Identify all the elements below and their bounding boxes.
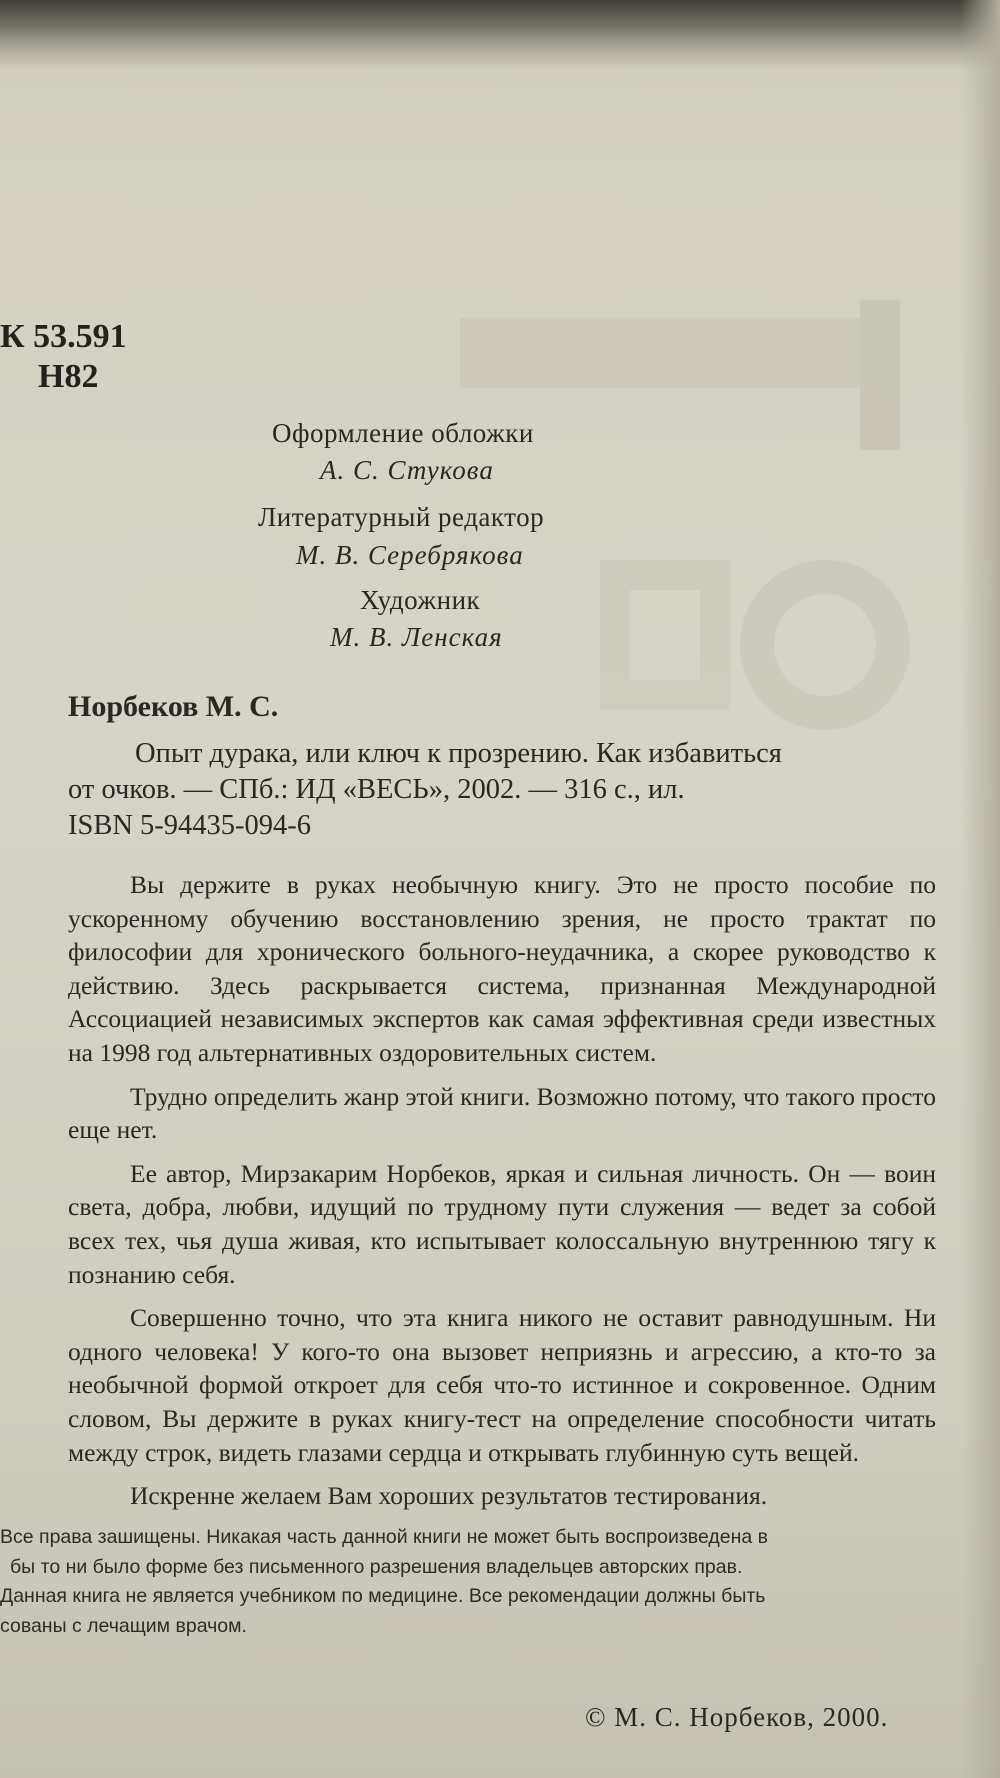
bleed-through-shape (460, 318, 860, 388)
rights-line: сованы с лечащим врачом. (0, 1614, 247, 1637)
annotation-paragraph: Вы держите в руках необычную книгу. Это не просто пособие по ускоренному обучению восстановлению зрения, не просто трактат по философии для хронического больного-неудачника, а скорее руководство к действию. Здесь раскрывается система, признанная Международной Ассоциацией независимых экспертов как самая эффективная среди известных на 1998 год альтернативных оздоровительных систем. (68, 870, 936, 1067)
rights-line: Данная книга не является учебником по медицине. Все рекомендации должны быть (0, 1585, 766, 1607)
annotation-paragraph: Трудно определить жанр этой книги. Возможно потому, что такого просто еще нет. (68, 1081, 936, 1145)
bleed-through-shape (740, 560, 910, 730)
bleed-through-shape (860, 300, 900, 450)
credit-role-cover: Оформление обложки (272, 418, 534, 448)
credit-name-editor: М. В. Серебрякова (296, 540, 524, 570)
copyright-line: © М. С. Норбеков, 2000. (585, 1702, 889, 1732)
page-top-shadow (0, 0, 1000, 70)
page-right-edge (960, 0, 1000, 1778)
credit-role-editor: Литературный редактор (258, 502, 545, 532)
annotation-paragraph: Совершенно точно, что эта книга никого не оставит равнодушным. Ни одного человека! У кого-то она вызовет неприязнь и агрессию, а кто-то за необычной формой откроет для себя что-то истинное и сокровенное. Одним словом, Вы держите в руках книгу-тест на определение способности читать между строк, видеть глазами сердца и открывать глубинную суть вещей. (68, 1303, 936, 1467)
author-mark: Н82 (38, 358, 99, 395)
classification-code: К 53.591 (0, 318, 127, 355)
rights-line: бы то ни было форме без письменного разрешения владельцев авторских прав. (10, 1555, 743, 1578)
annotation-paragraph: Искренне желаем Вам хороших результатов тестирования. (130, 1481, 768, 1511)
annotation (68, 868, 936, 1523)
author-heading: Норбеков М. С. (68, 690, 279, 723)
annotation-paragraph: Ее автор, Мирзакарим Норбеков, яркая и сильная личность. Он — воин света, добра, любви, идущий по трудному пути служения — ведет за собой всех тех, чья душа живая, кто испытывает колоссальную внутреннюю тягу к познанию себя. (68, 1158, 936, 1289)
credit-name-artist: М. В. Ленская (330, 622, 503, 652)
credit-name-cover: А. С. Стукова (320, 455, 494, 485)
rights-line: Все права зашищены. Никакая часть данной книги не может быть воспроизведена в (0, 1526, 768, 1548)
bleed-through-shape (600, 560, 730, 710)
bibliographic-line-2: от очков. — СПб.: ИД «ВЕСЬ», 2002. — 316 с., ил. (68, 774, 685, 805)
rights-notice (0, 1523, 960, 1641)
credit-role-artist: Художник (360, 585, 481, 615)
isbn: ISBN 5-94435-094-6 (68, 810, 312, 841)
bibliographic-line-1: Опыт дурака, или ключ к прозрению. Как избавиться (135, 738, 782, 769)
